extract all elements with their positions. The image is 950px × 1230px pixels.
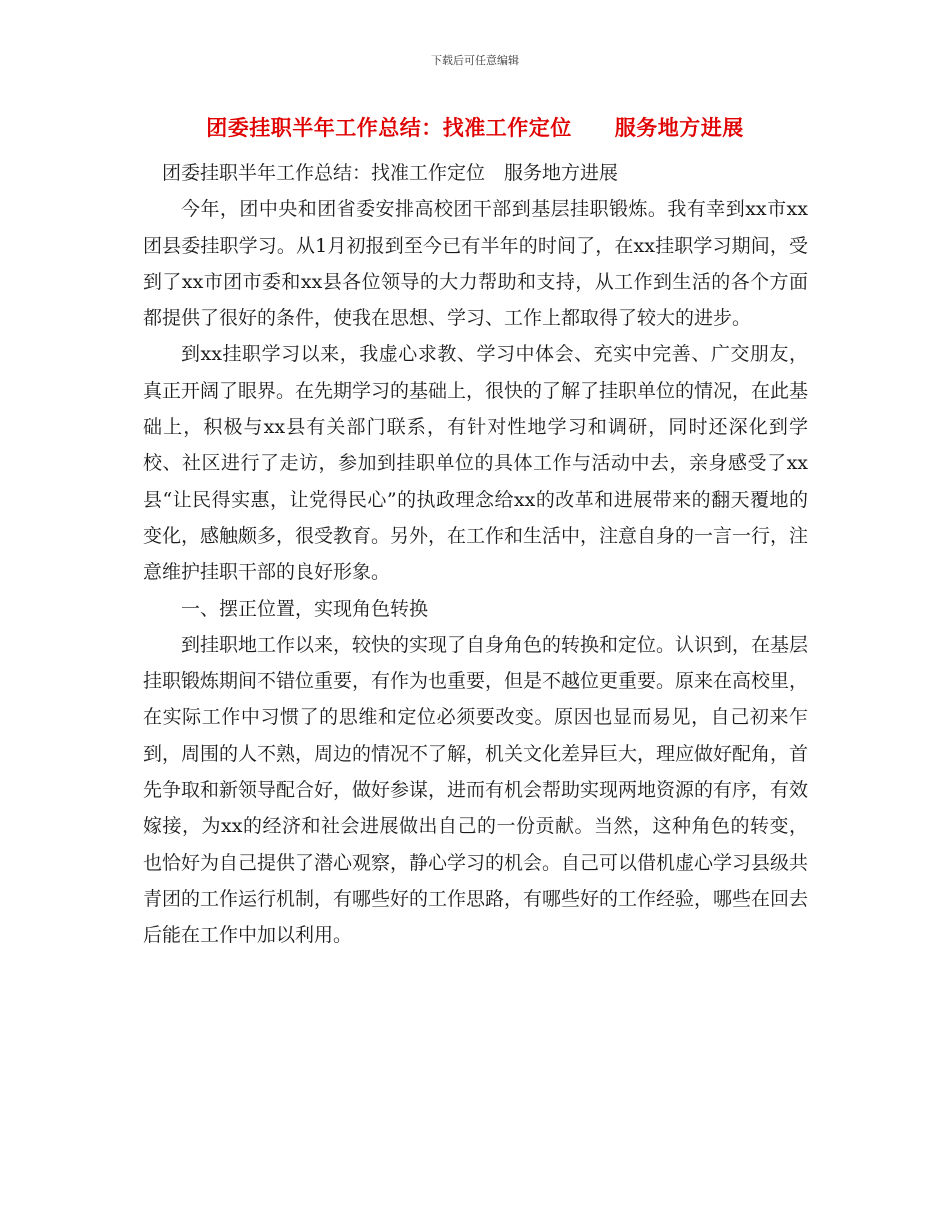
section-heading: 一、摆正位置，实现角色转换 [181, 597, 429, 620]
body-paragraph: 到挂职地工作以来，较快的实现了自身角色的转换和定位。认识到，在基层挂职锻炼期间不错位重要，有作为也重要，但是不越位更重要。原来在高校里，在实际工作中习惯了的思维和定位必须要改变。原因也显而易见，自己初来乍到，周围的人不熟，周边的情况不了解，机关文化差异巨大，理应做好配角，首先争取和新领导配合好，做好参谋，进而有机会帮助实现两地资源的有序，有效嫁接，为xx的经济和社会进展做出自己的一份贡献。当然，这种角色的转变，也恰好为自己提供了潜心观察，静心学习的机会。自己可以借机虚心学习县级共青团的工作运行机制，有哪些好的工作思路，有哪些好的工作经验，哪些在回去后能在工作中加以利用。 [143, 633, 809, 947]
body-paragraph: 到xx挂职学习以来，我虚心求教、学习中体会、充实中完善、广交朋友，真正开阔了眼界。在先期学习的基础上，很快的了解了挂职单位的情况，在此基础上，积极与xx县有关部门联系，有针对性地学习和调研，同时还深化到学校、社区进行了走访，参加到挂职单位的具体工作与活动中去，亲身感受了xx县“让民得实惠，让党得民心”的执政理念给xx的改革和进展带来的翻天覆地的变化，感触颇多，很受教育。另外，在工作和生活中，注意自身的一言一行，注意维护挂职干部的良好形象。 [143, 343, 809, 584]
subtitle-paragraph: 团委挂职半年工作总结：找准工作定位 服务地方进展 [162, 162, 619, 184]
header-note: 下载后可任意编辑 [431, 54, 519, 67]
document-title: 团委挂职半年工作总结：找准工作定位 服务地方进展 [206, 116, 744, 140]
document-body [143, 155, 808, 954]
body-paragraph: 今年，团中央和团省委安排高校团干部到基层挂职锻炼。我有幸到xx市xx团县委挂职学习。从1月初报到至今已有半年的时间了，在xx挂职学习期间，受到了xx市团市委和xx县各位领导的大力帮助和支持，从工作到生活的各个方面都提供了很好的条件，使我在思想、学习、工作上都取得了较大的进步。 [143, 198, 808, 330]
